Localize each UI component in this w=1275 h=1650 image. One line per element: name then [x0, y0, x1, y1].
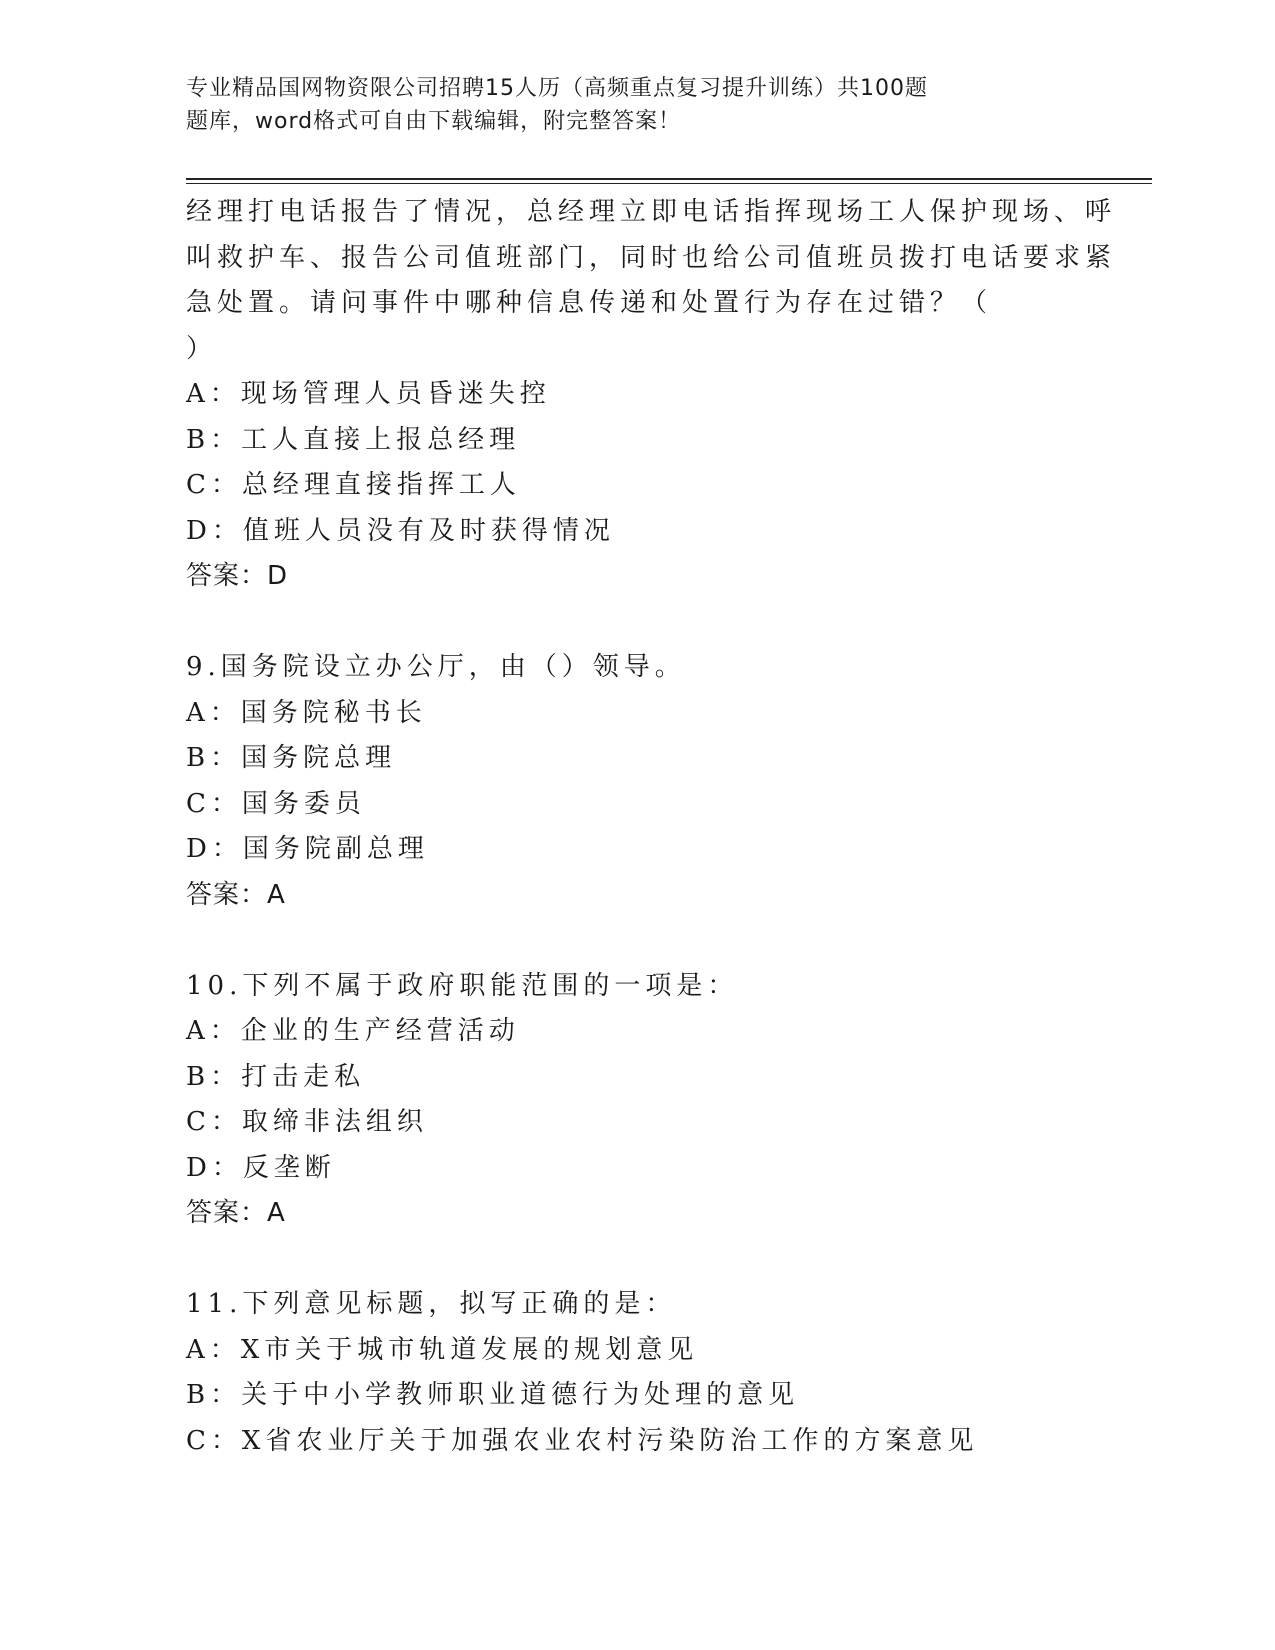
option-c: C：总经理直接指挥工人	[186, 470, 521, 500]
option-a: A：X市关于城市轨道发展的规划意见	[186, 1334, 699, 1365]
header-title-line-2: 题库，word格式可自由下载编辑，附完整答案！	[186, 109, 682, 134]
question-stem: 10.下列不属于政府职能范围的一项是：	[186, 970, 739, 1001]
question-stem-line: 经理打电话报告了情况，总经理立即电话指挥现场工人保护现场、呼	[186, 197, 1117, 227]
question-stem-line: 叫救护车、报告公司值班部门，同时也给公司值班员拨打电话要求紧	[186, 242, 1117, 273]
option-d: D：值班人员没有及时获得情况	[186, 515, 615, 546]
question-list	[186, 190, 1117, 1464]
header-divider-thick	[186, 178, 1152, 180]
page-header	[186, 72, 1046, 138]
option-a: A：企业的生产经营活动	[186, 1016, 520, 1046]
spacer	[186, 1237, 1086, 1283]
option-d: D：国务院副总理	[186, 834, 429, 864]
header-divider-thin	[186, 183, 1152, 184]
option-b: B：国务院总理	[186, 743, 397, 773]
question-stem-line: ）	[186, 333, 218, 364]
option-b: B：工人直接上报总经理	[186, 424, 521, 455]
question-stem: 9.国务院设立办公厅，由（）领导。	[186, 652, 686, 682]
option-b: B：关于中小学教师职业道德行为处理的意见	[186, 1380, 800, 1410]
answer-line: 答案：A	[186, 1198, 286, 1228]
header-title-line-1: 专业精品国网物资限公司招聘15人历（高频重点复习提升训练）共100题	[186, 76, 928, 101]
question-11	[186, 1282, 1086, 1464]
option-b: B：打击走私	[186, 1061, 366, 1092]
spacer	[186, 918, 1086, 964]
question-8-continued	[186, 190, 1117, 600]
question-stem-line: 急处置。请问事件中哪种信息传递和处置行为存在过错？（	[186, 288, 993, 318]
question-stem: 11.下列意见标题，拟写正确的是：	[186, 1289, 677, 1319]
option-c: C：国务委员	[186, 788, 366, 819]
question-10	[186, 964, 1086, 1237]
option-c: C：取缔非法组织	[186, 1107, 428, 1137]
answer-line: 答案：D	[186, 561, 289, 591]
question-9	[186, 645, 1086, 918]
answer-line: 答案：A	[186, 879, 286, 910]
option-a: A：国务院秘书长	[186, 697, 427, 728]
option-d: D：反垄断	[186, 1152, 336, 1183]
option-a: A：现场管理人员昏迷失控	[186, 379, 551, 409]
spacer	[186, 600, 1086, 646]
option-c: C：X省农业厅关于加强农业农村污染防治工作的方案意见	[186, 1425, 979, 1456]
